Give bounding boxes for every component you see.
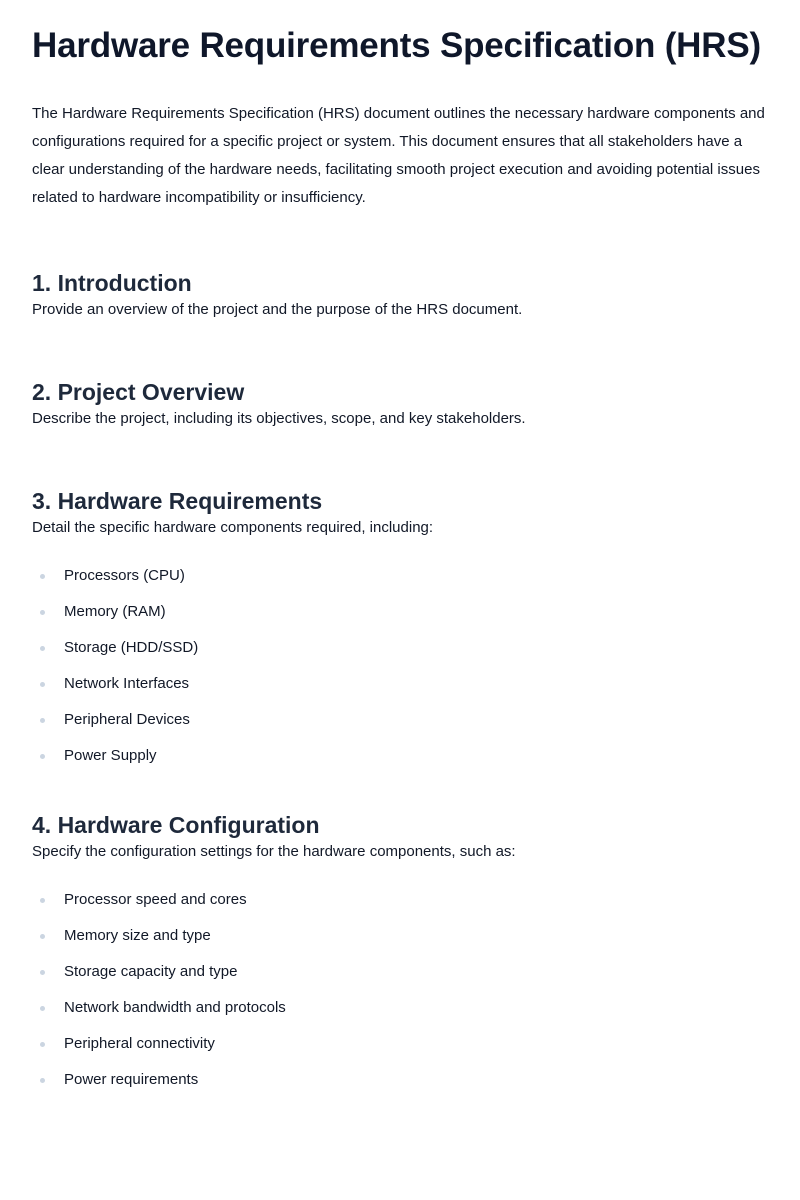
list-item-text: Network Interfaces: [64, 675, 190, 692]
bullet-icon: [40, 970, 45, 975]
bullet-icon: [40, 1078, 45, 1083]
list-item-text: Memory size and type: [64, 927, 211, 944]
section-introduction: [32, 267, 768, 321]
list-item-text: Processors (CPU): [64, 567, 185, 584]
list-item: [32, 1033, 768, 1069]
list-item: [32, 637, 768, 673]
list-item-text: Peripheral connectivity: [64, 1035, 215, 1052]
section-project-overview: [32, 376, 768, 430]
bullet-icon: [40, 574, 45, 579]
bullet-icon: [40, 646, 45, 651]
page-title: Hardware Requirements Specification (HRS): [32, 26, 761, 65]
requirements-list: [32, 565, 768, 781]
list-item-text: Power Supply: [64, 747, 157, 764]
list-item: [32, 997, 768, 1033]
section-text: Specify the configuration settings for the hardware components, such as:: [32, 843, 516, 860]
list-item-text: Processor speed and cores: [64, 891, 247, 908]
section-text: Describe the project, including its objectives, scope, and key stakeholders.: [32, 410, 526, 427]
list-item: [32, 925, 768, 961]
list-item-text: Power requirements: [64, 1071, 199, 1088]
bullet-icon: [40, 718, 45, 723]
bullet-icon: [40, 754, 45, 759]
list-item: [32, 709, 768, 745]
list-item: [32, 565, 768, 601]
configuration-list: [32, 889, 768, 1105]
section-hardware-configuration: [32, 809, 768, 1105]
bullet-icon: [40, 934, 45, 939]
list-item: [32, 745, 768, 781]
bullet-icon: [40, 682, 45, 687]
list-item-text: Storage (HDD/SSD): [64, 639, 199, 656]
list-item-text: Storage capacity and type: [64, 963, 238, 980]
bullet-icon: [40, 1042, 45, 1047]
section-hardware-requirements: [32, 485, 768, 781]
section-text: Provide an overview of the project and the purpose of the HRS document.: [32, 301, 523, 318]
list-item-text: Memory (RAM): [64, 603, 166, 620]
section-heading: 4. Hardware Configuration: [32, 812, 320, 838]
list-item-text: Peripheral Devices: [64, 711, 190, 728]
section-heading: 2. Project Overview: [32, 379, 245, 405]
bullet-icon: [40, 1006, 45, 1011]
section-text: Detail the specific hardware components required, including:: [32, 519, 434, 536]
list-item: [32, 961, 768, 997]
bullet-icon: [40, 610, 45, 615]
list-item: [32, 1069, 768, 1105]
bullet-icon: [40, 898, 45, 903]
list-item: [32, 889, 768, 925]
list-item-text: Network bandwidth and protocols: [64, 999, 286, 1016]
section-heading: 1. Introduction: [32, 270, 192, 296]
list-item: [32, 601, 768, 637]
section-heading: 3. Hardware Requirements: [32, 488, 323, 514]
list-item: [32, 673, 768, 709]
intro-paragraph: The Hardware Requirements Specification (HRS) document outlines the necessary hardware components and configurations required for a specific project or system. This document ensures that all stakeholders have a clear understanding of the hardware needs, facilitating smooth project execution and avoiding potential issues related to hardware incompatibility or insufficiency.: [32, 105, 765, 206]
